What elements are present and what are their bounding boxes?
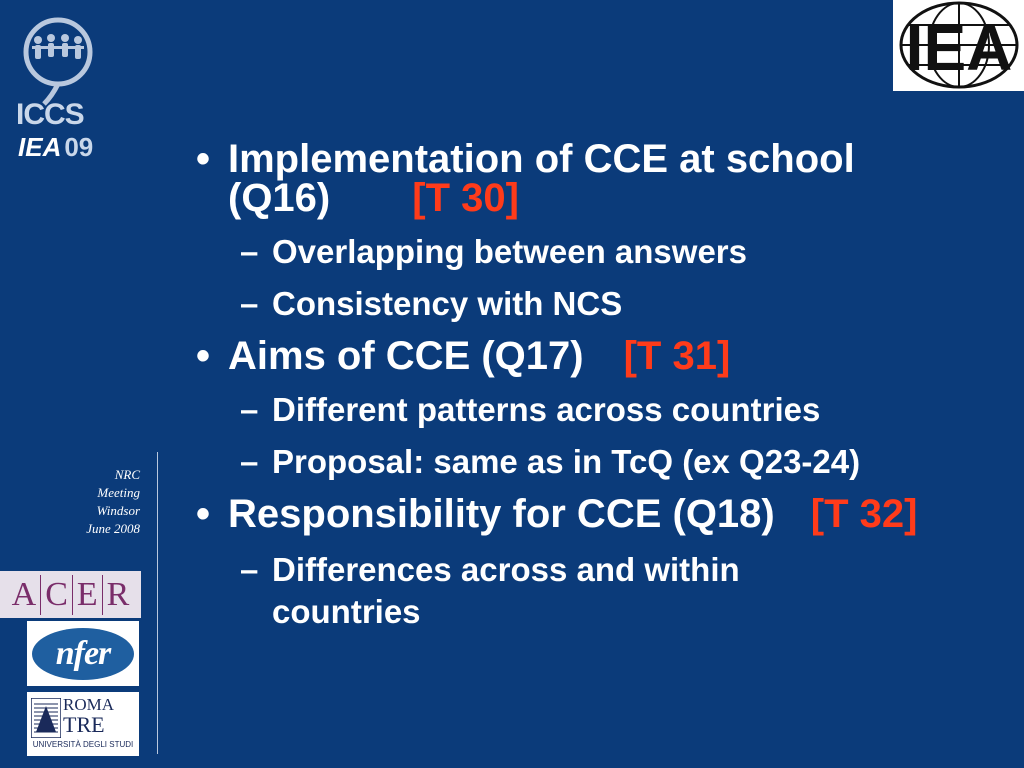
iea-corner-label: IEA bbox=[905, 12, 1013, 84]
sub-bullet-item bbox=[190, 285, 1020, 323]
dash-icon: – bbox=[240, 443, 259, 480]
sub-bullet-text: Different patterns across countries bbox=[272, 391, 821, 428]
dash-icon: – bbox=[240, 285, 259, 322]
nfer-label: nfer bbox=[55, 634, 111, 672]
meeting-line-4: June 2008 bbox=[86, 521, 140, 536]
nfer-logo bbox=[27, 621, 139, 686]
acer-letter: E bbox=[72, 575, 102, 615]
dash-icon: – bbox=[240, 391, 259, 428]
bullet-text: (Q16) bbox=[228, 176, 331, 220]
iea-year-label bbox=[18, 132, 93, 163]
acer-logo bbox=[0, 571, 141, 618]
vertical-divider bbox=[157, 452, 158, 754]
roma-top-label: ROMA bbox=[63, 695, 115, 714]
sub-bullet-item bbox=[190, 391, 1020, 429]
slide-content bbox=[190, 137, 1020, 647]
sub-bullet-text: Differences across and within bbox=[272, 551, 740, 588]
iea-label: IEA bbox=[18, 132, 62, 162]
roma-tre-emblem-icon bbox=[31, 698, 61, 738]
bullet-icon: • bbox=[196, 334, 211, 378]
iea-globe-icon bbox=[893, 0, 1024, 91]
bullet-icon: • bbox=[196, 137, 211, 181]
bullet-item bbox=[190, 137, 1020, 220]
meeting-line-2: Meeting bbox=[97, 485, 140, 500]
dash-icon: – bbox=[240, 233, 259, 270]
bullet-text: Responsibility for CCE (Q18) bbox=[228, 492, 775, 536]
iea-corner-logo bbox=[893, 0, 1024, 91]
table-tag: [T 30] bbox=[412, 176, 519, 220]
roma-tre-logo bbox=[27, 692, 139, 756]
year-label: 09 bbox=[64, 132, 94, 162]
sub-bullet-text: Proposal: same as in TcQ (ex Q23-24) bbox=[272, 443, 861, 480]
acer-letter: A bbox=[11, 575, 37, 613]
dash-icon: – bbox=[240, 551, 259, 588]
sub-bullet-text: Overlapping between answers bbox=[272, 233, 747, 270]
bullet-icon: • bbox=[196, 492, 211, 536]
meeting-line-3: Windsor bbox=[96, 503, 140, 518]
meeting-line-1: NRC bbox=[114, 467, 140, 482]
bullet-item bbox=[190, 492, 1020, 536]
acer-letter: C bbox=[40, 575, 72, 615]
sub-bullet-text: countries bbox=[272, 593, 421, 630]
sub-bullet-item bbox=[190, 549, 1020, 633]
sub-bullet-text: Consistency with NCS bbox=[272, 285, 623, 322]
acer-letter: R bbox=[102, 575, 134, 615]
iccs-people-icon bbox=[8, 12, 108, 112]
roma-mid-label: TRE bbox=[63, 712, 105, 737]
table-tag: [T 32] bbox=[810, 492, 918, 536]
table-tag: [T 31] bbox=[623, 334, 731, 378]
iccs-label: ICCS bbox=[16, 98, 84, 131]
meeting-info bbox=[20, 466, 140, 538]
roma-bottom-label: UNIVERSITÀ DEGLI STUDI bbox=[32, 740, 134, 749]
sub-bullet-item bbox=[190, 233, 1020, 271]
bullet-item bbox=[190, 334, 1020, 378]
bullet-text: Implementation of CCE at school bbox=[228, 137, 855, 181]
sub-bullet-item bbox=[190, 443, 1020, 481]
bullet-text: Aims of CCE (Q17) bbox=[228, 334, 584, 378]
